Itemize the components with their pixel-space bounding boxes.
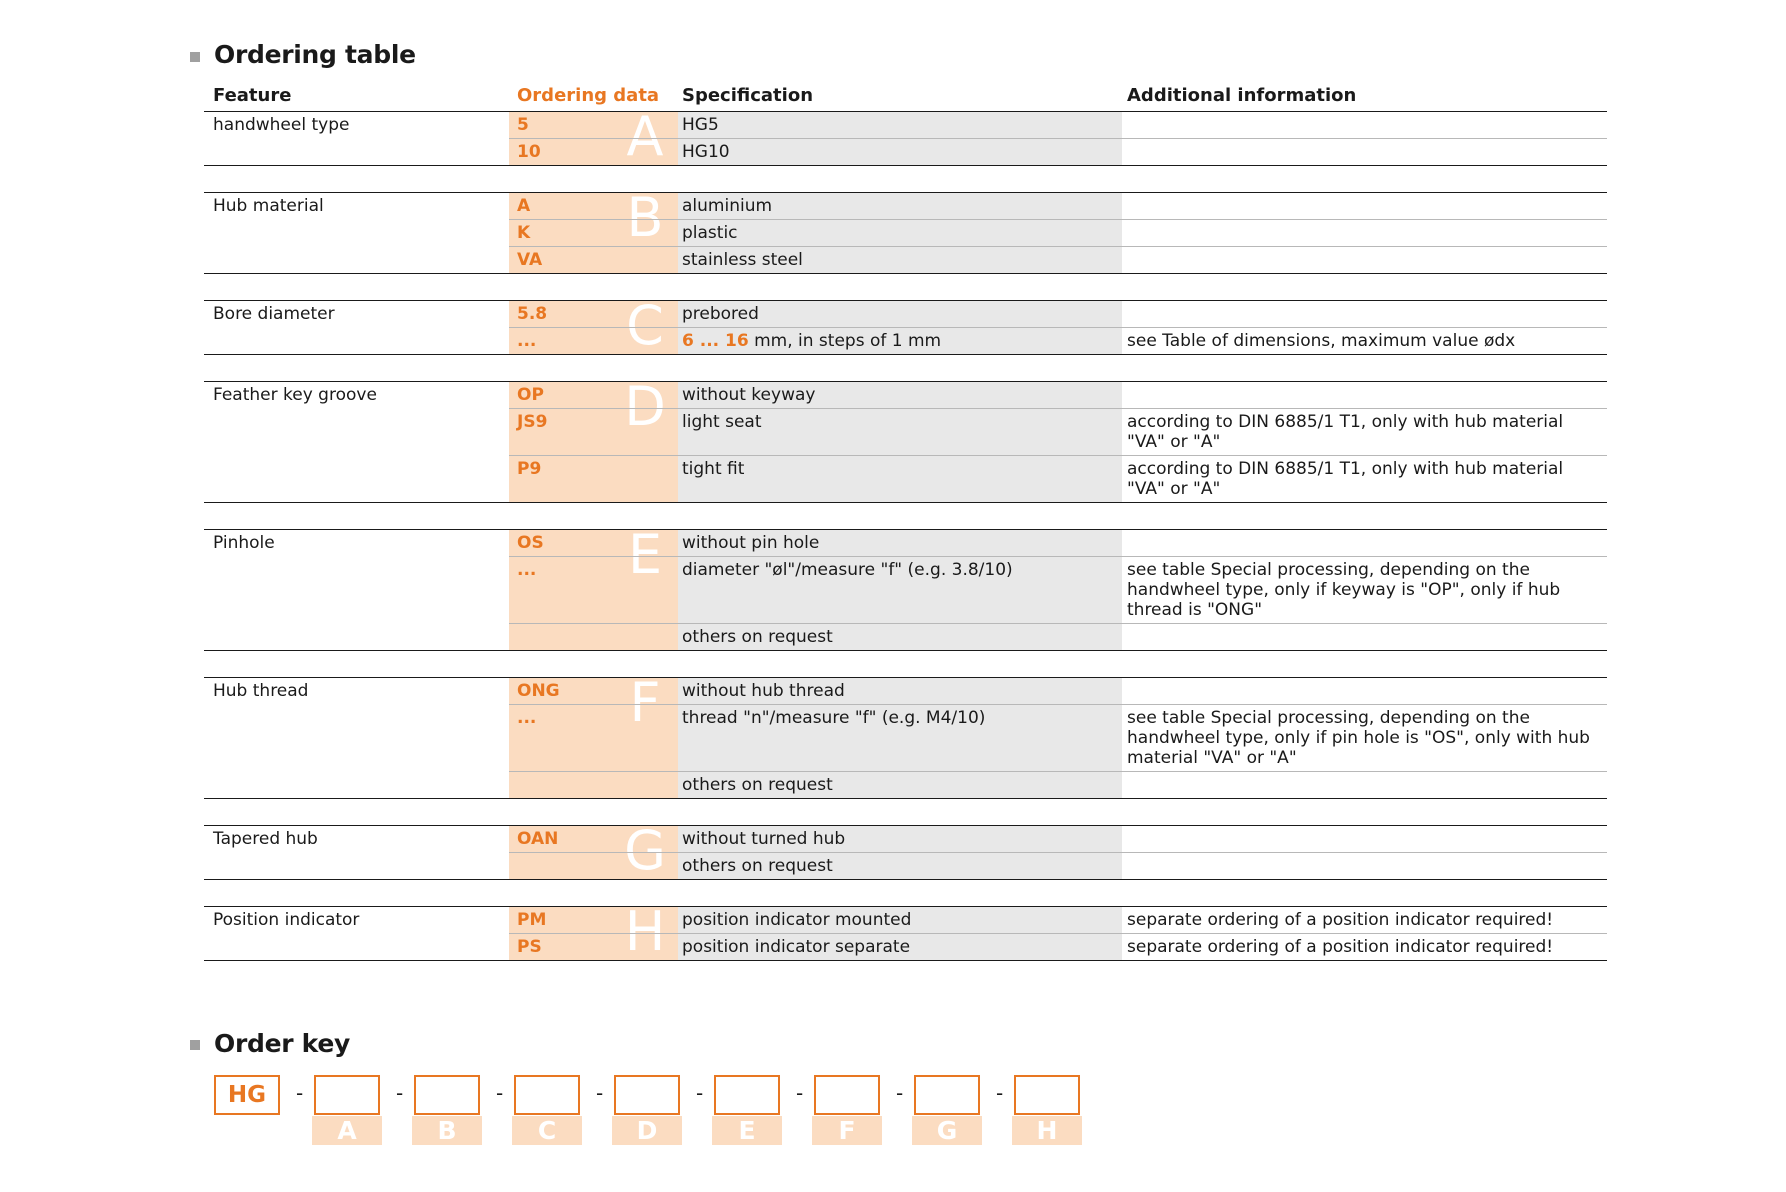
additional-info-cell: [1127, 624, 1607, 650]
table-row: [204, 301, 1607, 327]
additional-info-cell: separate ordering of a position indicator required!: [1127, 910, 1554, 930]
order-key-slot-label: G: [912, 1116, 982, 1145]
order-key-slot-f[interactable]: [814, 1075, 880, 1115]
row-divider-mask: [204, 455, 509, 457]
table-row: [204, 852, 1607, 879]
group-separator: [509, 354, 1607, 355]
ordering-code: ...: [517, 331, 537, 351]
ordering-code: 10: [517, 142, 541, 162]
table-group: [204, 819, 1607, 882]
order-key-separator: -: [596, 1081, 604, 1105]
order-key-slot-e[interactable]: [714, 1075, 780, 1115]
table-row: [204, 907, 1607, 933]
additional-info-cell: according to DIN 6885/1 T1, only with hub material "VA" or "A": [1127, 459, 1564, 499]
table-row: [204, 771, 1607, 798]
specification-cell: HG5: [682, 115, 719, 135]
group-separator: [509, 650, 1607, 651]
ordering-code: PS: [517, 937, 542, 957]
additional-info-cell: [1127, 530, 1607, 556]
specification-cell: others on request: [682, 856, 833, 876]
table-row: [204, 112, 1607, 138]
group-separator: [509, 879, 1607, 880]
order-key-slot-label: B: [412, 1116, 482, 1145]
feature-label: Position indicator: [213, 910, 360, 930]
additional-info-cell: [1127, 678, 1607, 704]
table-row: [204, 556, 1607, 623]
table-row: [204, 138, 1607, 165]
header-ordering-data: Ordering data: [517, 85, 660, 106]
ordering-code: K: [517, 223, 531, 243]
additional-info-cell: separate ordering of a position indicator required!: [1127, 937, 1554, 957]
row-divider-mask: [204, 704, 509, 706]
header-feature: Feature: [213, 85, 292, 106]
ordering-code: 5: [517, 115, 529, 135]
order-key: [214, 1075, 1114, 1155]
group-separator: [509, 273, 1607, 274]
spec-text: mm, in steps of 1 mm: [748, 331, 942, 351]
table-row: [204, 933, 1607, 960]
additional-info-cell: [1127, 301, 1607, 327]
specification-cell: plastic: [682, 223, 738, 243]
specification-cell: diameter "øl"/measure "f" (e.g. 3.8/10): [682, 560, 1013, 580]
table-row: [204, 826, 1607, 852]
order-key-slot-b[interactable]: [414, 1075, 480, 1115]
order-key-separator: -: [896, 1081, 904, 1105]
additional-info-cell: see table Special processing, depending on the handwheel type, only if keyway is "OP", only if hub thread is "ONG": [1127, 560, 1561, 620]
ordering-code: ONG: [517, 681, 560, 701]
ordering-table-title: Ordering table: [214, 40, 416, 69]
order-key-slot-h[interactable]: [1014, 1075, 1080, 1115]
table-row: [204, 455, 1607, 502]
table-row: [204, 193, 1607, 219]
ordering-code: ...: [517, 708, 537, 728]
header-additional-info: Additional information: [1127, 85, 1357, 106]
additional-info-cell: [1127, 772, 1607, 798]
specification-cell: without hub thread: [682, 681, 845, 701]
row-divider-mask: [204, 852, 509, 854]
table-row: [204, 382, 1607, 408]
table-group: [204, 375, 1607, 503]
additional-info-cell: see Table of dimensions, maximum value ødx: [1127, 331, 1516, 351]
ordering-code: PM: [517, 910, 547, 930]
order-key-slot-label: D: [612, 1116, 682, 1145]
ordering-code: JS9: [517, 412, 548, 432]
additional-info-cell: [1127, 247, 1607, 273]
header-specification: Specification: [682, 85, 814, 106]
table-group: [204, 523, 1607, 651]
table-row: [204, 408, 1607, 455]
specification-cell: others on request: [682, 775, 833, 795]
additional-info-cell: [1127, 826, 1607, 852]
row-divider-mask: [204, 219, 509, 221]
feature-label: Tapered hub: [213, 829, 318, 849]
row-divider-mask: [204, 771, 509, 773]
order-key-slot-label: F: [812, 1116, 882, 1145]
table-row: [204, 704, 1607, 771]
row-divider-mask: [204, 138, 509, 140]
ordering-code: OAN: [517, 829, 559, 849]
order-key-separator: -: [496, 1081, 504, 1105]
table-group: [204, 900, 1607, 963]
order-key-separator: -: [996, 1081, 1004, 1105]
group-letter: B: [626, 186, 664, 249]
specification-cell: tight fit: [682, 459, 745, 479]
table-group: [204, 294, 1607, 357]
table-group: [204, 186, 1607, 274]
row-divider-mask: [204, 246, 509, 248]
feature-label: Hub material: [213, 196, 324, 216]
order-key-slot-label: A: [312, 1116, 382, 1145]
group-separator: [509, 798, 1607, 799]
group-letter: A: [626, 105, 664, 168]
section-marker-icon: [190, 52, 200, 62]
order-key-separator: -: [296, 1081, 304, 1105]
row-divider-mask: [204, 556, 509, 558]
ordering-code: OS: [517, 533, 544, 553]
group-letter: H: [624, 900, 666, 963]
order-key-separator: -: [696, 1081, 704, 1105]
order-key-slot-label: C: [512, 1116, 582, 1145]
table-row: [204, 678, 1607, 704]
specification-cell: others on request: [682, 627, 833, 647]
additional-info-cell: [1127, 853, 1607, 879]
additional-info-cell: [1127, 220, 1607, 246]
ordering-code: OP: [517, 385, 544, 405]
order-key-slot-label: H: [1012, 1116, 1082, 1145]
order-key-slot-label: E: [712, 1116, 782, 1145]
order-key-separator: -: [396, 1081, 404, 1105]
table-row: [204, 623, 1607, 650]
additional-info-cell: [1127, 139, 1607, 165]
row-divider-mask: [204, 933, 509, 935]
row-divider-mask: [204, 623, 509, 625]
additional-info-cell: [1127, 382, 1607, 408]
order-key-slot-c[interactable]: [514, 1075, 580, 1115]
section-marker-icon: [190, 1040, 200, 1050]
feature-label: Hub thread: [213, 681, 309, 701]
ordering-code: VA: [517, 250, 543, 270]
specification-cell: position indicator mounted: [682, 910, 912, 930]
group-letter: E: [627, 523, 663, 586]
group-letter: D: [624, 375, 666, 438]
feature-label: handwheel type: [213, 115, 350, 135]
group-letter: F: [629, 671, 661, 734]
feature-label: Pinhole: [213, 533, 275, 553]
spec-range: 6 ... 16: [682, 331, 749, 351]
table-body: [204, 105, 1607, 963]
additional-info-cell: see table Special processing, depending on the handwheel type, only if pin hole is "OS", only with hub material "VA" or "A": [1127, 708, 1590, 768]
group-letter: C: [626, 294, 664, 357]
feature-label: Feather key groove: [213, 385, 377, 405]
table-header: [204, 84, 1607, 112]
table-group: [204, 105, 1607, 168]
specification-cell: without pin hole: [682, 533, 820, 553]
specification-cell: stainless steel: [682, 250, 803, 270]
order-key-separator: -: [796, 1081, 804, 1105]
feature-label: Bore diameter: [213, 304, 335, 324]
table-row: [204, 530, 1607, 556]
specification-cell: HG10: [682, 142, 730, 162]
group-letter: G: [624, 819, 666, 882]
table-row: [204, 327, 1607, 354]
group-separator: [509, 165, 1607, 166]
table-row: [204, 219, 1607, 246]
order-key-slot-a[interactable]: [314, 1075, 380, 1115]
ordering-code: P9: [517, 459, 542, 479]
additional-info-cell: [1127, 193, 1607, 219]
order-key-slot-g[interactable]: [914, 1075, 980, 1115]
order-key-prefix-box: HG: [214, 1075, 280, 1115]
specification-cell: [682, 331, 941, 351]
ordering-code: 5.8: [517, 304, 548, 324]
additional-info-cell: [1127, 112, 1607, 138]
order-key-title: Order key: [214, 1029, 350, 1058]
table-group: [204, 671, 1607, 799]
row-divider-mask: [204, 327, 509, 329]
ordering-code: ...: [517, 560, 537, 580]
additional-info-cell: according to DIN 6885/1 T1, only with hub material "VA" or "A": [1127, 412, 1564, 452]
group-separator: [509, 502, 1607, 503]
specification-cell: without turned hub: [682, 829, 846, 849]
specification-cell: without keyway: [682, 385, 816, 405]
specification-cell: light seat: [682, 412, 762, 432]
specification-cell: position indicator separate: [682, 937, 911, 957]
row-divider-mask: [204, 408, 509, 410]
specification-cell: thread "n"/measure "f" (e.g. M4/10): [682, 708, 986, 728]
specification-cell: aluminium: [682, 196, 773, 216]
specification-cell: prebored: [682, 304, 759, 324]
order-key-slot-d[interactable]: [614, 1075, 680, 1115]
table-row: [204, 246, 1607, 273]
ordering-table: [204, 84, 1607, 961]
ordering-code: A: [517, 196, 531, 216]
